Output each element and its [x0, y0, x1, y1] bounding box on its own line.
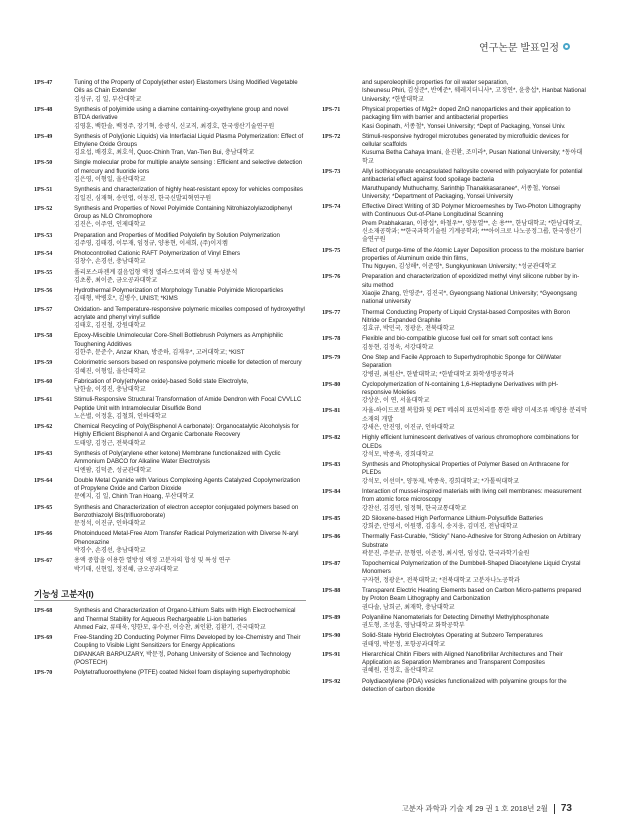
- entry-body: [362, 203, 587, 245]
- entry-code: 1PS-73: [322, 168, 341, 175]
- entry-authors: Isheunesu Phiri, 김성준*, 반예준*, 웨레지더니사*, 고정연*, 윤충섭*, Hanbat National University; *한밭대학교: [362, 87, 586, 103]
- entry-title: Photocontrolled Cationic RAFT Polymerization of Vinyl Ethers: [74, 250, 241, 258]
- entry-body: [74, 133, 306, 158]
- entry-authors: 김태형, 박병호*, 김병수, UNIST; *KIMS: [74, 295, 178, 303]
- entry-code: 1PS-48: [34, 106, 53, 113]
- entry-code: 1PS-55: [34, 269, 53, 276]
- entry-authors: 김일진, 심재혁, 송민엽, 이동진, 한국신발피혁연구원: [74, 194, 212, 202]
- program-entry: [322, 515, 587, 532]
- entry-authors: 노은별, 이정훈, 김철희, 인하대학교: [74, 412, 167, 420]
- program-entry: [322, 560, 587, 585]
- entry-authors: 김주영, 김태경, 이무재, 임정규, 양용현, 이세희, (주)이지켐: [74, 239, 228, 247]
- entry-authors: 김혜진, 이형일, 울산대학교: [74, 367, 146, 375]
- entry-title: Photoinduced Metal-Free Atom Transfer Radical Polymerization with Diverse N-aryl Phenoxazine: [74, 530, 299, 546]
- entry-code: 1PS-58: [34, 333, 53, 340]
- entry-authors: 김효규, 박민국, 정광운, 전북대학교: [362, 325, 455, 333]
- entry-code: 1PS-85: [322, 515, 341, 522]
- entry-code: 1PS-53: [34, 232, 53, 239]
- program-entry: [34, 250, 306, 267]
- program-entry: [322, 335, 587, 352]
- entry-code: 1PS-87: [322, 561, 341, 568]
- entry-authors: Prem Prabhakaran, 이광섭*, 하철우**, 양동열**, 손 용***, 한남대학교; *한남대학교, 신소재공학과; **한국과학기술원 기계공학과; ***아이크로 나노공정그룹, 한국생산기술연구원: [362, 219, 582, 244]
- entry-body: [74, 504, 306, 529]
- entry-code: 1PS-86: [322, 534, 341, 541]
- entry-authors: 김태호, 김진철, 강원대학교: [74, 322, 146, 330]
- program-entry: [34, 205, 306, 230]
- entry-body: [362, 560, 587, 585]
- program-entry: [34, 359, 306, 376]
- program-entry: [34, 450, 306, 475]
- program-entry: [34, 159, 306, 184]
- entry-body: [362, 632, 587, 649]
- entry-body: [74, 450, 306, 475]
- entry-title: Synthesis of Poly(arylene ether ketone) Membrane functionalized with Cyclic Ammonium DABCO for Alkaline Water Electrolysis: [74, 449, 281, 466]
- entry-title: Fabrication of Poly(ethylene oxide)-based Solid state Electrolyte,: [74, 377, 249, 385]
- entry-body: [74, 607, 306, 632]
- program-entry: [322, 354, 587, 379]
- entry-code: 1PS-83: [322, 462, 341, 469]
- entry-body: [74, 232, 306, 249]
- entry-code: 1PS-90: [322, 633, 341, 640]
- program-entry: [322, 309, 587, 334]
- entry-body: [362, 614, 587, 631]
- program-entry: [322, 488, 587, 513]
- entry-code: 1PS-89: [322, 614, 341, 621]
- entry-title: Hydrothermal Polymerization of Morphology Tunable Polyimide Microparticles: [74, 287, 284, 295]
- entry-title: Synthesis of Poly(ionic Liquids) via Interfacial Liquid Plasma Polymerization: Effect of Ethylene Oxide Groups: [74, 132, 304, 148]
- entry-authors: 김한주, 문준수, Anzar Khan, 방준하, 김재우*, 고려대학교; *KIST: [74, 349, 245, 357]
- entry-title: Cyclopolymerization of N-containing 1,6-Heptadiyne Derivatives with pH-responsive Moieties: [362, 380, 559, 396]
- entry-body: [362, 488, 587, 513]
- entry-authors: 강병권, 최원산*, 한밭대학교; *한밭대학교 화학생명공학과: [362, 370, 514, 378]
- entry-code: 1PS-67: [34, 558, 53, 565]
- entry-code: 1PS-81: [322, 408, 341, 415]
- entry-code: 1PS-52: [34, 205, 53, 212]
- program-entry: [322, 461, 587, 486]
- entry-code: 1PS-68: [34, 608, 53, 615]
- entry-body: [362, 381, 587, 406]
- entry-title: Chemical Recycling of Poly(Bisphenol A carbonate): Organocatalytic Alcoholysis for Highly Efficient Bisphenol A and Organic Carbonate Recovery: [74, 423, 299, 439]
- entry-authors: 문정석, 이진규, 인하대학교: [74, 520, 146, 528]
- entry-body: [362, 354, 587, 379]
- entry-authors: Kasi Gopinath, 서종철*, Yonsei University; *Dept of Packaging, Yonsei Univ.: [362, 122, 566, 130]
- program-entry: [34, 504, 306, 529]
- entry-title: Physical properties of Mg2+ doped ZnO nanoparticles and their application to packaging film with barrier and antibacterial properties: [362, 105, 571, 122]
- entry-body: [74, 530, 306, 555]
- program-entry: [34, 79, 306, 104]
- entry-body: [74, 378, 306, 395]
- entry-code: 1PS-59: [34, 360, 53, 367]
- entry-body: [362, 133, 587, 166]
- entry-body: [362, 434, 587, 459]
- program-entry: [322, 133, 587, 166]
- entry-body: [74, 250, 306, 267]
- entry-code: [322, 79, 362, 104]
- entry-body: [362, 678, 587, 695]
- program-entry: [34, 378, 306, 395]
- entry-body: [362, 587, 587, 612]
- entry-code: 1PS-47: [34, 80, 53, 86]
- entry-code: 1PS-66: [34, 531, 53, 538]
- entry-title: Polyaniline Nanomaterials for Detecting Dimethyl Methylphosphonate: [362, 613, 549, 621]
- entry-body: [74, 106, 306, 131]
- program-entry: [34, 557, 306, 574]
- entry-title: Stimuli-Responsive Structural Transformation of Amide Dendron with Focal CVVLLC Peptide Unit with Intramolecular Disulfide Bond: [74, 396, 302, 412]
- program-entry: [34, 106, 306, 131]
- program-entry: [322, 168, 587, 201]
- entry-code: 1PS-79: [322, 354, 341, 361]
- entry-body: [74, 557, 306, 574]
- program-entry: [322, 407, 587, 432]
- entry-authors: 강찬선, 김경민, 임정혁, 한국교통대학교: [362, 504, 467, 512]
- entry-title: Colorimetric sensors based on responsive polymeric micelle for detection of mercury: [74, 359, 302, 367]
- program-entry: [34, 634, 306, 667]
- entry-authors: 김창수, 손경선, 충남대학교: [74, 258, 146, 266]
- program-entry: [34, 477, 306, 502]
- entry-body: [74, 79, 306, 104]
- entry-code: 1PS-50: [34, 160, 53, 167]
- entry-body: [74, 159, 306, 184]
- entry-code: 1PS-75: [322, 247, 341, 254]
- entry-code: 1PS-72: [322, 133, 341, 140]
- entry-authors: 구자현, 정광운*, 전북대학교; *전북대학교 고분자나노공학과: [362, 576, 520, 584]
- entry-authors: Ahmed Faiz, 류태욱, 양한모, 유수진, 이승찬, 최인환, 김환기, 건국대학교: [74, 623, 266, 631]
- entry-body: [362, 273, 587, 306]
- entry-code: 1PS-62: [34, 424, 53, 431]
- entry-title: Preparation and characterization of epoxidized methyl vinyl silicone rubber by in-situ method: [362, 273, 580, 289]
- entry-code: 1PS-88: [322, 587, 341, 594]
- entry-title: Synthesis and Properties of Novel Polyimide Containing Nitrohiazolylazodiphenyl Group as NLO Chromophore: [74, 204, 293, 221]
- entry-code: 1PS-63: [34, 450, 53, 457]
- program-entry: [322, 614, 587, 631]
- entry-code: 1PS-56: [34, 288, 53, 295]
- entry-authors: DIPANKAR BARPUZARY, 박문정, Pohang University of Science and Technology (POSTECH): [74, 650, 292, 667]
- entry-body: [74, 205, 306, 230]
- entry-code: 1PS-82: [322, 435, 341, 442]
- entry-title: 자율-하이드로젤 복합화 및 PET 메쉬의 표면처리를 통한 해양 미세조류 배양용 분리막 소재의 개발: [362, 407, 587, 423]
- program-entry: [322, 79, 587, 104]
- entry-body: [362, 651, 587, 676]
- section-heading: 기능성 고분자(I): [34, 590, 306, 601]
- entry-title: Synthesis and Photophysical Properties of Polymer Based on Anthracene for PLEDs: [362, 461, 569, 477]
- entry-body: [74, 332, 306, 357]
- program-entry: [322, 381, 587, 406]
- entry-body: [362, 247, 587, 272]
- entry-body: [362, 407, 587, 432]
- entry-authors: 강상운, 이 연, 서울대학교: [362, 397, 430, 405]
- program-entry: [322, 247, 587, 272]
- journal-info: 고분자 과학과 기술 제 29 권 1 호 2018년 2월: [401, 804, 548, 813]
- entry-authors: Thu Nguyen, 김성해*, 이준영*, Sungkyunkwan University; *성균관대학교: [362, 263, 557, 271]
- entry-authors: 곽문진, 주문규, 문형연, 이준정, 최시연, 임성갑, 한국과학기술원: [362, 549, 530, 557]
- program-entry: [322, 587, 587, 612]
- entry-code: 1PS-74: [322, 204, 341, 210]
- entry-body: [362, 515, 587, 532]
- entry-title: 폴리포스파젠계 결음업형 액정 엘라스토머의 합성 및 특성분석: [74, 268, 238, 276]
- entry-title: Preparation and Properties of Modified Polyolefin by Solution Polymerization: [74, 231, 280, 239]
- entry-authors: 강석모, 이선미*, 양동제, 박종욱, 경희대학교; *가톨릭대학교: [362, 477, 520, 485]
- entry-title: Transparent Electric Heating Elements based on Carbon Micro-patterns prepared by Proton Beam Lithography and Carbonization: [362, 586, 582, 603]
- entry-title: Synthesis and Characterization of electron acceptor conjugated polymers based on Benzothiazolyl Bis(trifluoroborate): [74, 503, 299, 519]
- entry-title: Thermally Fast-Curable, “Sticky” Nano-Adhesive for Strong Adhesion on Arbitrary Substrate: [362, 533, 581, 549]
- entry-code: 1PS-69: [34, 635, 53, 642]
- entry-authors: Xiaojie Zhang, 안영준*, 김진국*, Gyeongsang National University; *Gyeongsang national university: [362, 290, 577, 306]
- entry-title: Solid-State Hybrid Electrolytes Operating at Subzero Temperatures: [362, 632, 543, 640]
- entry-authors: 김초롱, 최이준, 금오공과대학교: [74, 276, 158, 284]
- entry-body: [74, 359, 306, 376]
- program-entry: [322, 651, 587, 676]
- program-entry: [322, 203, 587, 245]
- entry-body: [74, 634, 306, 667]
- entry-authors: 김진은, 이주연, 인제대학교: [74, 221, 146, 229]
- program-entry: [34, 269, 306, 286]
- entry-authors: 김동현, 김정욱, 서강대학교: [362, 343, 434, 351]
- entry-body: [362, 335, 587, 352]
- program-entry: [34, 306, 306, 331]
- right-column: [322, 79, 587, 696]
- entry-body: [362, 106, 587, 131]
- entry-authors: 문예지, 김 일, Chinh Tran Hoang, 부산대학교: [74, 493, 195, 501]
- entry-code: 1PS-91: [322, 651, 341, 658]
- entry-authors: 박기태, 신현일, 정진혜, 금오공과대학교: [74, 565, 179, 573]
- entry-title: Synthesis of polyimide using a diamine containing-oxyethylene group and novel BTDA derivative: [74, 105, 289, 122]
- program-entry: [34, 133, 306, 158]
- entry-body: [74, 186, 306, 203]
- program-entry: [322, 533, 587, 558]
- entry-code: 1PS-70: [34, 670, 53, 677]
- entry-code: 1PS-78: [322, 336, 341, 343]
- entry-authors: 김은영, 이형일, 울산대학교: [74, 176, 146, 184]
- entry-title: Synthesis and characterization of highly heat-resistant epoxy for vehicles composites: [74, 186, 303, 194]
- entry-authors: 김영훈, 백한솔, 백정주, 장기혁, 송광식, 신교직, 최경호, 한국생산기술연구원: [74, 122, 275, 130]
- program-entry: [34, 607, 306, 632]
- entry-authors: 권도형, 조성훈, 영남대학교 화학공학부: [362, 622, 465, 630]
- footer-divider: [554, 804, 555, 814]
- program-entry: [322, 632, 587, 649]
- entry-title: Allyl isothiocyanate encapsulated halloysite covered with polyacrylate for potential antibacterial effect against food spoilage bacteria: [362, 167, 583, 184]
- entry-body: [74, 423, 306, 448]
- entry-authors: 남한솔, 이경진, 충남대학교: [74, 386, 146, 394]
- page-footer: [402, 803, 572, 814]
- entry-title: Stimuli-responsive hydrogel microtubes generated by microfluidic devices for cellular scaffolds: [362, 132, 569, 148]
- entry-body: [362, 533, 587, 558]
- entry-authors: 강석모, 박종욱, 경희대학교: [362, 451, 434, 458]
- entry-code: 1PS-80: [322, 381, 341, 388]
- entry-code: 1PS-51: [34, 187, 53, 194]
- entry-title: Flexible and bio-compatible glucose fuel cell for smart soft contact lens: [362, 335, 553, 343]
- entry-code: 1PS-54: [34, 251, 53, 258]
- entry-body: [74, 269, 306, 286]
- program-entry: [34, 287, 306, 304]
- entry-title: Effect of purge-time of the Atomic Layer Deposition process to the moisture barrier properties of Aluminum oxide thin films,: [362, 246, 584, 262]
- entry-body: [74, 396, 306, 421]
- entry-title: Oxidation- and Temperature-responsive polymeric micelles composed of hydroxyethyl acrylate and phenyl vinyl sulfide: [74, 305, 305, 321]
- entry-body: [74, 669, 306, 677]
- entry-body: [74, 477, 306, 502]
- entry-title: and superoleophilic properties for oil water separation,: [362, 79, 509, 86]
- entry-authors: 김성규, 김 일, 부산대학교: [74, 95, 142, 103]
- entry-body: [362, 79, 587, 104]
- entry-code: 1PS-71: [322, 106, 341, 113]
- entry-body: [362, 168, 587, 201]
- entry-title: 2D Siloxene-based High Performance Lithium-Polysulfide Batteries: [362, 514, 543, 522]
- program-entry: [322, 434, 587, 459]
- entry-authors: 강희준, 안영서, 이원행, 김흥식, 송지웅, 김미진, 전남대학교: [362, 523, 518, 531]
- program-entry: [34, 186, 306, 203]
- section-header-title: 연구논문 발표일정: [478, 43, 559, 54]
- program-entry: [34, 232, 306, 249]
- program-entry: [322, 106, 587, 131]
- entry-code: 1PS-61: [34, 397, 53, 404]
- program-entry: [322, 678, 587, 695]
- entry-body: [74, 306, 306, 331]
- entry-code: 1PS-76: [322, 274, 341, 281]
- entry-title: Free-Standing 2D Conducting Polymer Films Developed by Ice-Chemistry and Their Coupling to Visible Light Sensitizers for Energy Applications: [74, 634, 301, 650]
- entry-code: 1PS-92: [322, 678, 341, 685]
- program-entry: [34, 332, 306, 357]
- program-entry: [34, 530, 306, 555]
- entry-code: 1PS-49: [34, 133, 53, 140]
- entry-title: Topochemical Polymerization of the Dumbbell-Shaped Diacetylene Liquid Crystal Monomers: [362, 560, 581, 576]
- left-column: [34, 79, 306, 679]
- entry-authors: 박경수, 손경선, 충남대학교: [74, 547, 146, 555]
- entry-authors: 도태양, 김정근, 전북대학교: [74, 439, 146, 447]
- program-entry: [34, 396, 306, 421]
- entry-title: Effective Direct Writing of 3D Polymer Microemeshes by Two-Photon Lithography with Continuous Out-of-Plane Longitudinal Scanning: [362, 203, 581, 219]
- entry-title: Interaction of mussel-inspired materials with living cell membranes: measurement from atomic force microscopy: [362, 487, 582, 504]
- entry-body: [362, 461, 587, 486]
- circle-bullet-icon: [563, 43, 570, 50]
- entry-authors: 디엔팜, 김덕준, 성균관대학교: [74, 466, 152, 474]
- entry-body: [362, 309, 587, 334]
- entry-authors: 권태영, 박문정, 포항공과대학교: [362, 640, 446, 648]
- entry-authors: Kusuma Betha Cahaya Imani, 윤진환, 조미라*, Pusan National University; *동아대학교: [362, 149, 583, 165]
- entry-authors: Maruthupandy Muthuchamy, Sarinthip Thanakkasaranee*, 서종철, Yonsei University; *Department of Packaging, Yonsei University: [362, 184, 560, 200]
- entry-body: [74, 287, 306, 304]
- program-entry: [34, 423, 306, 448]
- entry-title: 용액 중합을 이용한 열방성 액정 고분자의 합성 및 특성 연구: [74, 557, 231, 565]
- entry-title: Thermal Conducting Property of Liquid Crystal-based Composites with Boron Nitride or Expanded Graphite: [362, 308, 570, 324]
- entry-code: 1PS-60: [34, 378, 53, 385]
- entry-title: Tuning of the Property of Copoly(ether ester) Elastomers Using Modified Vegetable Oils as Chain Extender: [74, 79, 298, 95]
- entry-title: Single molecular probe for multiple analyte sensing : Efficient and selective detection of mercury and fluoride ions: [74, 159, 303, 175]
- entry-code: 1PS-77: [322, 309, 341, 316]
- entry-authors: 강새은, 안진영, 이진규, 인하대학교: [362, 424, 455, 432]
- entry-title: Polytetrafluoroethylene (PTFE) coated Nickel foam displaying superhydrophobic: [74, 669, 291, 677]
- entry-title: Double Metal Cyanide with Various Complexing Agents Catalyzed Copolymerization of Propylene Oxide and Carbon Dioxide: [74, 476, 301, 493]
- entry-title: Hierarchical Chitin Fibers with Aligned Nanofibrillar Architectures and Their Application as Separation Membranes and Transparent Composites: [362, 650, 563, 667]
- program-entry: [322, 273, 587, 306]
- entry-code: 1PS-64: [34, 477, 53, 484]
- program-entry: [34, 669, 306, 677]
- page-number: 73: [560, 803, 572, 814]
- entry-code: 1PS-84: [322, 488, 341, 495]
- entry-title: Synthesis and Characterization of Organo-Lithium Salts with High Electrochemical and Thermal Stability for Aqueous Rechargeable Li-ion batteries: [74, 607, 296, 623]
- entry-title: Highly efficient luminescent derivatives of various chromophore combinations for OLEDs: [362, 434, 579, 450]
- entry-title: Epoxy-Miscible Unimolecular Core-Shell Bottlebrush Polymers as Amphiphilic Toughening Additives: [74, 332, 283, 348]
- entry-authors: 권다솔, 남희군, 최재학, 충남대학교: [362, 603, 455, 611]
- page-header: [479, 39, 570, 54]
- entry-title: One Step and Facile Approach to Superhydrophobic Sponge for Oil/Water Separation: [362, 353, 562, 370]
- entry-code: 1PS-57: [34, 306, 53, 313]
- entry-title: Polydiacetylene (PDA) vesicles functionalized with polyamine groups for the detection of carbon dioxide: [362, 677, 567, 693]
- entry-authors: 권혜원, 진정호, 울산대학교: [362, 667, 434, 675]
- entry-authors: 김요섭, 배경호, 최호석, Quoc-Chinh Tran, Van-Tien Bui, 충남대학교: [74, 149, 255, 157]
- entry-code: 1PS-65: [34, 504, 53, 511]
